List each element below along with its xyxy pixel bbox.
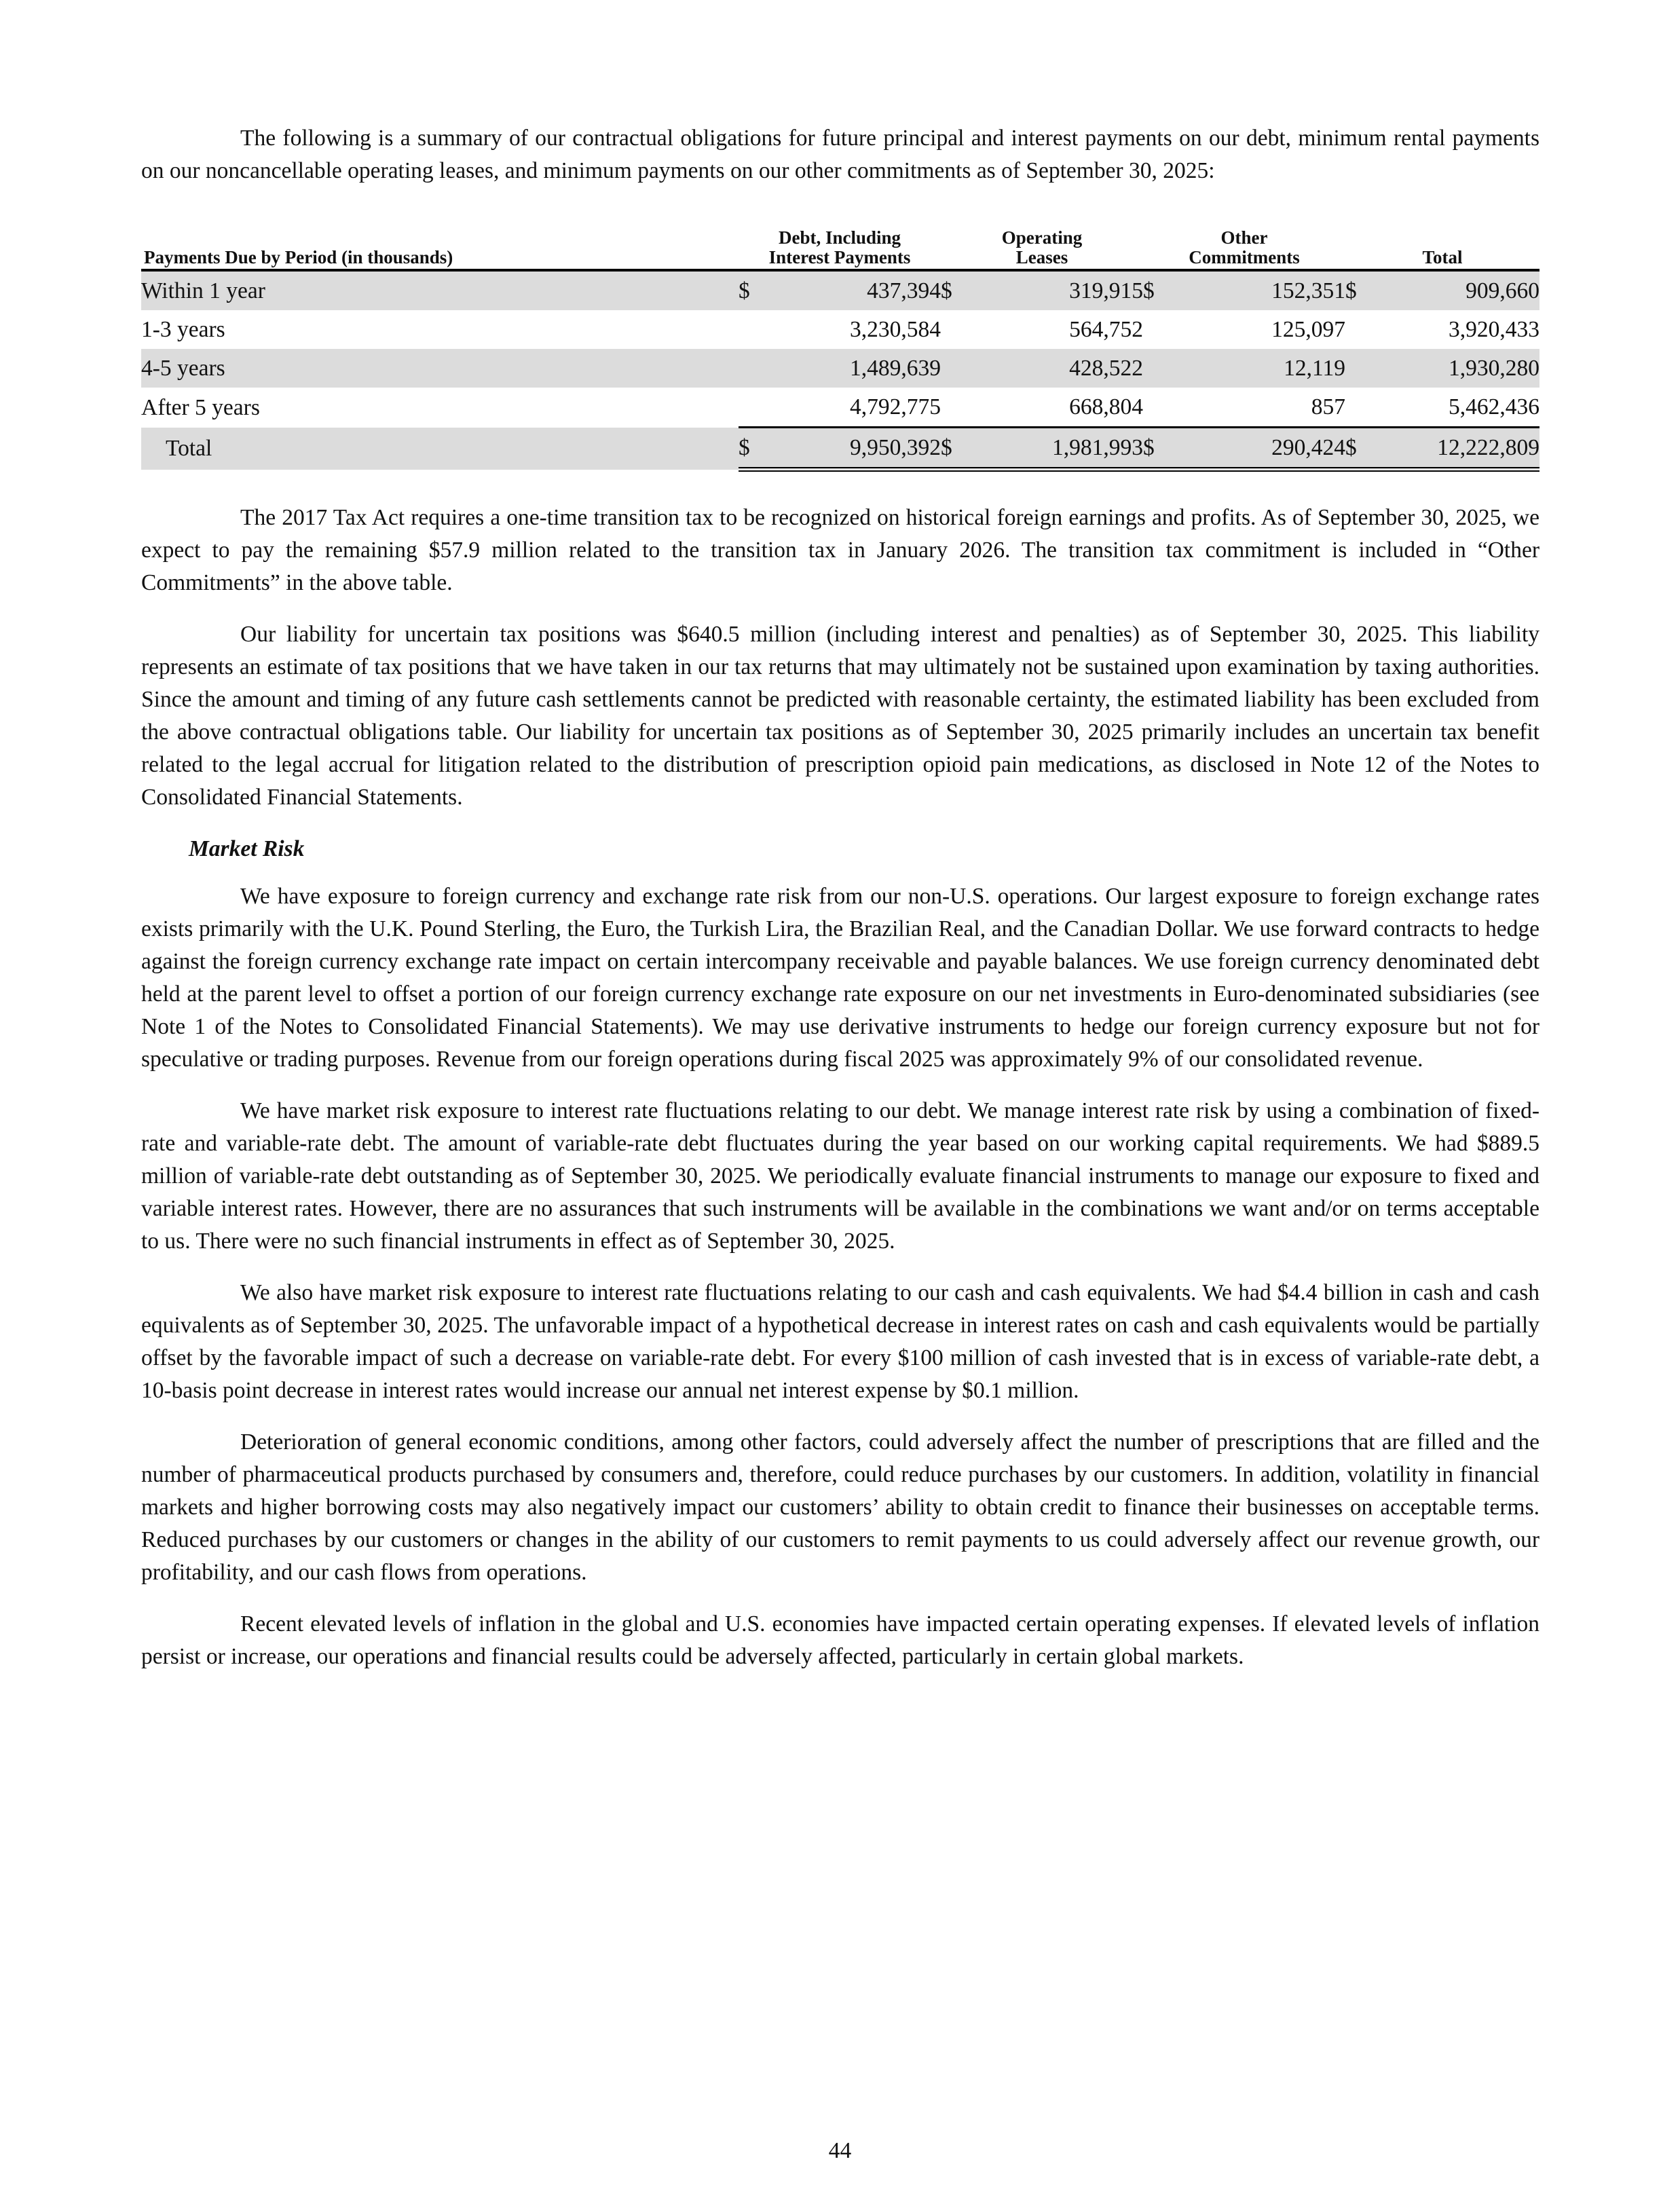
currency-symbol: $ [1345, 270, 1370, 310]
other-value: 125,097 [1271, 317, 1345, 342]
page-number: 44 [828, 2138, 852, 2163]
currency-symbol: $ [1143, 270, 1168, 310]
leases-value: 428,522 [965, 349, 1143, 388]
table-row [141, 270, 1539, 310]
other-value: 857 [1168, 388, 1345, 428]
total-value: 12,222,809 [1370, 428, 1539, 470]
header-debt [739, 228, 941, 270]
currency-symbol: $ [941, 270, 965, 310]
interest-rate-debt-paragraph: We have market risk exposure to interest rate fluctuations relating to our debt. We manage interest rate risk by using a combination of fixed-rate and variable-rate debt. The amount of variable-rate debt fluctuates during the year based on our working capital requirements. We had $889.5 million of variable-rate debt outstanding as of September 30, 2025. We periodically evaluate financial instruments to manage our exposure to fixed and variable interest rates. However, there are no assurances that such instruments will be available in the combinations we want and/or on terms acceptable to us. There were no such financial instruments in effect as of September 30, 2025. [141, 1098, 1539, 1254]
inflation-paragraph: Recent elevated levels of inflation in the global and U.S. economies have impacted certain operating expenses. If elevated levels of inflation persist or increase, our operations and financial results could be adversely affected, particularly in certain global markets. [141, 1611, 1539, 1669]
table-row [141, 388, 1539, 428]
table-row [141, 310, 1539, 349]
table-row [141, 349, 1539, 388]
uncertain-tax-paragraph: Our liability for uncertain tax positions was $640.5 million (including interest and penalties) as of September 30, 2025. This liability represents an estimate of tax positions that we have taken in our tax returns that may ultimately not be sustained upon examination by taxing authorities. Since the amount and timing of any future cash settlements cannot be predicted with reasonable certainty, the estimated liability has been excluded from the above contractual obligations table. Our liability for uncertain tax positions as of September 30, 2025 primarily includes an uncertain tax benefit related to the legal accrual for litigation related to the distribution of prescription opioid pain medications, as disclosed in Note 12 of the Notes to Consolidated Financial Statements. [141, 622, 1539, 810]
row-label: Total [141, 428, 739, 470]
currency-symbol: $ [739, 270, 763, 310]
header-leases-line1: Operating [1001, 227, 1083, 248]
debt-value: 1,489,639 [763, 349, 941, 388]
currency-symbol: $ [1345, 428, 1370, 470]
debt-value: 437,394 [763, 270, 941, 310]
leases-value: 668,804 [965, 388, 1143, 428]
contractual-obligations-table [141, 228, 1539, 472]
total-value: 5,462,436 [1370, 388, 1539, 428]
row-label: 4-5 years [141, 349, 739, 388]
header-other-line1: Other [1220, 227, 1268, 248]
document-page [141, 122, 1539, 1692]
total-value: 1,930,280 [1370, 349, 1539, 388]
other-value: 290,424 [1168, 428, 1345, 470]
market-risk-heading: Market Risk [189, 836, 305, 861]
currency-symbol: $ [1143, 428, 1168, 470]
total-value: 3,920,433 [1449, 317, 1539, 342]
table-total-row [141, 428, 1539, 470]
currency-symbol: $ [941, 428, 965, 470]
other-value: 12,119 [1168, 349, 1345, 388]
header-other [1143, 228, 1345, 270]
debt-value: 9,950,392 [763, 428, 941, 470]
debt-value: 4,792,775 [763, 388, 941, 428]
currency-symbol: $ [739, 428, 763, 470]
header-other-line2: Commitments [1189, 247, 1300, 267]
header-total: Total [1345, 228, 1539, 270]
header-leases-line2: Leases [1015, 247, 1068, 267]
leases-value: 1,981,993 [965, 428, 1143, 470]
row-label: After 5 years [141, 394, 260, 420]
row-label: 1-3 years [141, 317, 225, 342]
header-period: Payments Due by Period (in thousands) [141, 228, 739, 270]
foreign-currency-paragraph: We have exposure to foreign currency and exchange rate risk from our non-U.S. operations. Our largest exposure to foreign exchange rates exists primarily with the U.K. Pound Sterling, the Euro, the Turkish Lira, the Brazilian Real, and the Canadian Dollar. We use forward contracts to hedge against the foreign currency exchange rate impact on certain intercompany receivable and payable balances. We use foreign currency denominated debt held at the parent level to offset a portion of our foreign currency exchange rate exposure on our net investments in Euro-denominated subsidiaries (see Note 1 of the Notes to Consolidated Financial Statements). We may use derivative instruments to hedge our foreign currency exposure but not for speculative or trading purposes. Revenue from our foreign operations during fiscal 2025 was approximately 9% of our consolidated revenue. [141, 884, 1539, 1072]
total-value: 909,660 [1370, 270, 1539, 310]
economic-conditions-paragraph: Deterioration of general economic conditions, among other factors, could adversely affect the number of prescriptions that are filled and the number of pharmaceutical products purchased by consumers and, therefore, could reduce purchases by our customers. In addition, volatility in financial markets and higher borrowing costs may also negatively impact our customers’ ability to obtain credit to finance their businesses on acceptable terms. Reduced purchases by our customers or changes in the ability of our customers to remit payments to us could adversely affect our revenue growth, our profitability, and our cash flows from operations. [141, 1429, 1539, 1585]
transition-tax-paragraph: The 2017 Tax Act requires a one-time transition tax to be recognized on historical foreign earnings and profits. As of September 30, 2025, we expect to pay the remaining $57.9 million related to the transition tax in January 2026. The transition tax commitment is included in “Other Commitments” in the above table. [141, 505, 1539, 595]
other-value: 152,351 [1168, 270, 1345, 310]
interest-rate-cash-paragraph: We also have market risk exposure to interest rate fluctuations relating to our cash and cash equivalents. We had $4.4 billion in cash and cash equivalents as of September 30, 2025. The unfavorable impact of a hypothetical decrease in interest rates on cash and cash equivalents would be partially offset by the favorable impact of such a decrease on variable-rate debt. For every $100 million of cash invested that is in excess of variable-rate debt, a 10-basis point decrease in interest rates would increase our annual net interest expense by $0.1 million. [141, 1280, 1539, 1403]
header-debt-line2: Interest Payments [768, 247, 911, 267]
header-leases [941, 228, 1143, 270]
leases-value: 564,752 [1069, 317, 1143, 342]
intro-paragraph: The following is a summary of our contractual obligations for future principal and interest payments on our debt, minimum rental payments on our noncancellable operating leases, and minimum payments on our other commitments as of September 30, 2025: [141, 126, 1539, 183]
table-header-row [141, 228, 1539, 270]
header-debt-line1: Debt, Including [778, 227, 901, 248]
debt-value: 3,230,584 [850, 317, 941, 342]
leases-value: 319,915 [965, 270, 1143, 310]
row-label: Within 1 year [141, 270, 739, 310]
